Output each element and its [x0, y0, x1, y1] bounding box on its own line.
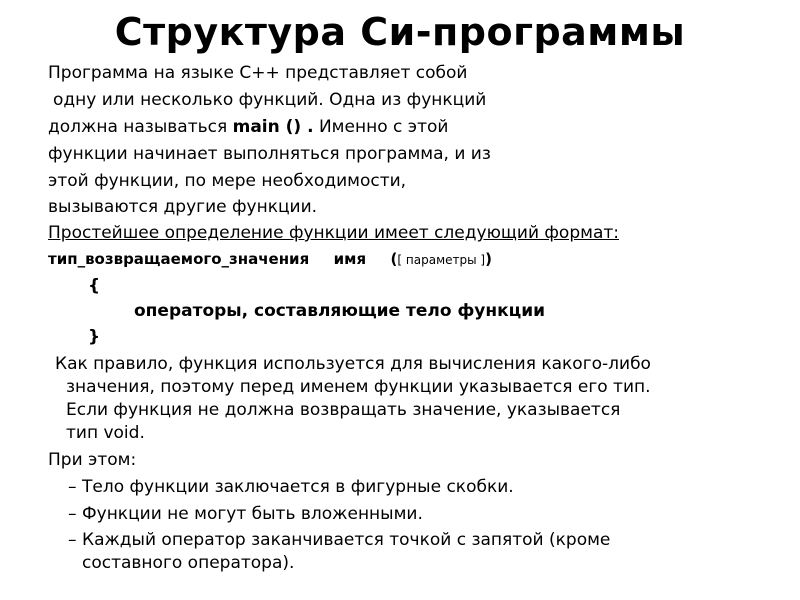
format-open-brace: {	[88, 276, 101, 296]
intro-line-6: вызываются другие функции.	[48, 197, 318, 217]
format-signature	[48, 248, 492, 271]
rule-line-4: тип void.	[66, 423, 145, 443]
dash-bullet-2: –	[68, 504, 77, 524]
format-close-brace: }	[88, 327, 101, 347]
dash-bullet-1: –	[68, 477, 77, 497]
format-function-name: имя	[333, 250, 367, 268]
note-3-line-1: Каждый оператор заканчивается точкой с запятой (кроме	[82, 530, 611, 550]
format-body: операторы, составляющие тело функции	[134, 301, 546, 321]
format-close-paren: )	[485, 250, 492, 268]
rule-line-1: Как правило, функция используется для вычисления какого-либо	[55, 354, 651, 374]
format-params: [ параметры ]	[397, 253, 486, 267]
note-2: Функции не могут быть вложенными.	[82, 504, 423, 524]
rule-line-2: значения, поэтому перед именем функции указывается его тип.	[66, 377, 651, 397]
intro-line-2: одну или несколько функций. Одна из функций	[53, 90, 487, 110]
intro-line-3-text-c: Именно с этой	[313, 117, 449, 137]
note-3-line-2: составного оператора).	[82, 553, 295, 573]
note-1: Тело функции заключается в фигурные скобки.	[82, 477, 514, 497]
format-heading: Простейшее определение функции имеет следующий формат:	[48, 223, 619, 243]
slide-title: Структура Си-программы	[114, 10, 686, 54]
format-type-name: тип_возвращаемого_значения	[48, 250, 310, 268]
intro-line-3-text-a: должна называться	[48, 117, 233, 137]
intro-line-1: Программа на языке С++ представляет собой	[48, 63, 468, 83]
intro-line-5: этой функции, по мере необходимости,	[48, 171, 407, 191]
notes-heading: При этом:	[48, 450, 137, 470]
rule-line-3: Если функция не должна возвращать значение, указывается	[66, 400, 621, 420]
dash-bullet-3: –	[68, 530, 77, 550]
intro-line-4: функции начинает выполняться программа, и из	[48, 144, 491, 164]
format-open-paren: (	[390, 250, 398, 268]
main-keyword: main () .	[232, 117, 314, 137]
intro-line-3	[48, 116, 448, 138]
